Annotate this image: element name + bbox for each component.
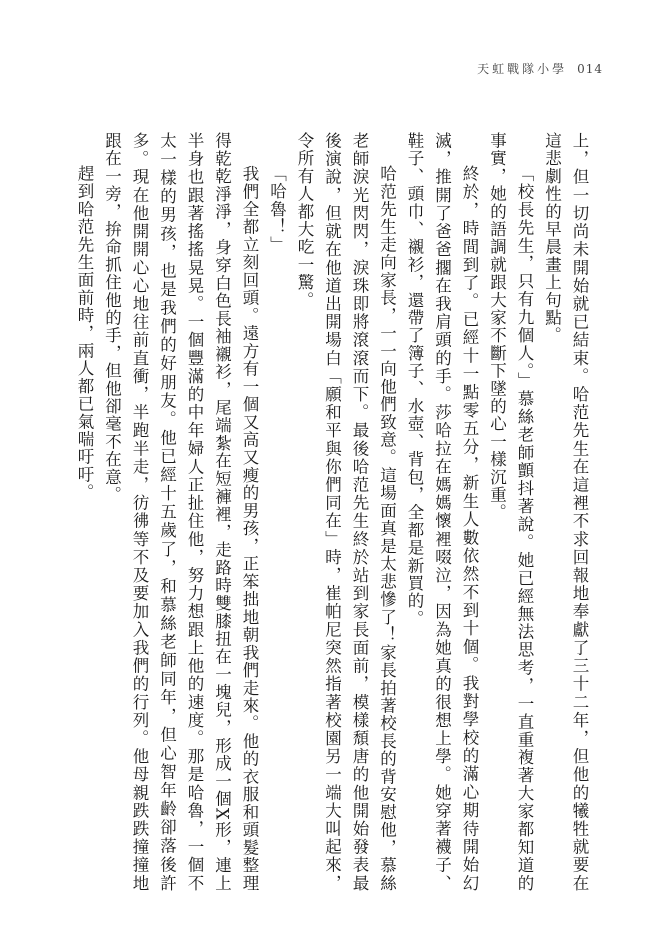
paragraph-7: 趕到哈范先生面前時，兩人都已氣喘吁吁。	[75, 165, 94, 502]
body-text	[73, 132, 593, 892]
paragraph-2: 「校長先生，只有九個人。」慕絲老師顫抖著說。她已經無法思考，一直重複著大家都知道的事實，她的語調就跟大家不斷下墜的心一樣沉重。	[487, 132, 534, 892]
paragraph-4: 哈范先生走向家長，一一向他們致意。這場面真是太悲慘了！家長拍著校長的背安慰他，慕絲老師淚光閃閃，淚珠即將滾滾而下。最後哈范先生終於站到家長面前，模樣頹唐的他開始發表最後演說，但就在他道出開場白「願和平與你們同在」時，崔帕尼突然指著校園另一端大叫起來，令所有人都大吃一驚。	[295, 132, 397, 892]
book-title: 天虹戰隊小學	[477, 62, 568, 76]
page-number: 014	[577, 62, 603, 76]
paragraph-1: 上，但一切尚未開始就已結束。哈范先生在這裡不求回報地奉獻了三十二年，但他的犧牲就要在這悲劇性的早晨畫上句點。	[542, 132, 589, 892]
running-header	[477, 60, 603, 77]
paragraph-5: 「哈魯！」	[267, 165, 287, 254]
paragraph-6: 我們全都立刻回頭。遠方有一個又高又瘦的男孩，正笨拙地朝我們走來。他的衣服和頭髮整理得乾乾淨淨，身穿白色長袖襯衫，尾端紮在短褲裡，走路時雙膝扭在一塊兒，形成一個X形，連上半身也跟著搖搖晃晃。一個豐滿的中年婦人正扯住他，努力想跟上他的速度。那是哈魯，一個不太一樣的男孩，也是我們的好朋友。他已經十五歲了，和慕絲老師同年，但心智年齡卻落後許多。現在他開開心心地往前直衝，半跑半走，彷彿等不及要加入我們的行列。他母親跌跌撞撞地跟在一旁，拚命抓住他的手，但他卻毫不在意。	[102, 132, 259, 892]
paragraph-3: 終於，時間到了。已經十一點零五分，新生人數依然不到十個。我對學校的滿心期待開始幻滅，推開了爸爸擱在我肩頭的手。莎哈拉在媽媽懷裡啜泣，因為她真的很想上學。她穿著襪子、鞋子、頭巾、襯衫，還帶了簿子、水壺、背包，全都是新買的。	[405, 132, 479, 892]
